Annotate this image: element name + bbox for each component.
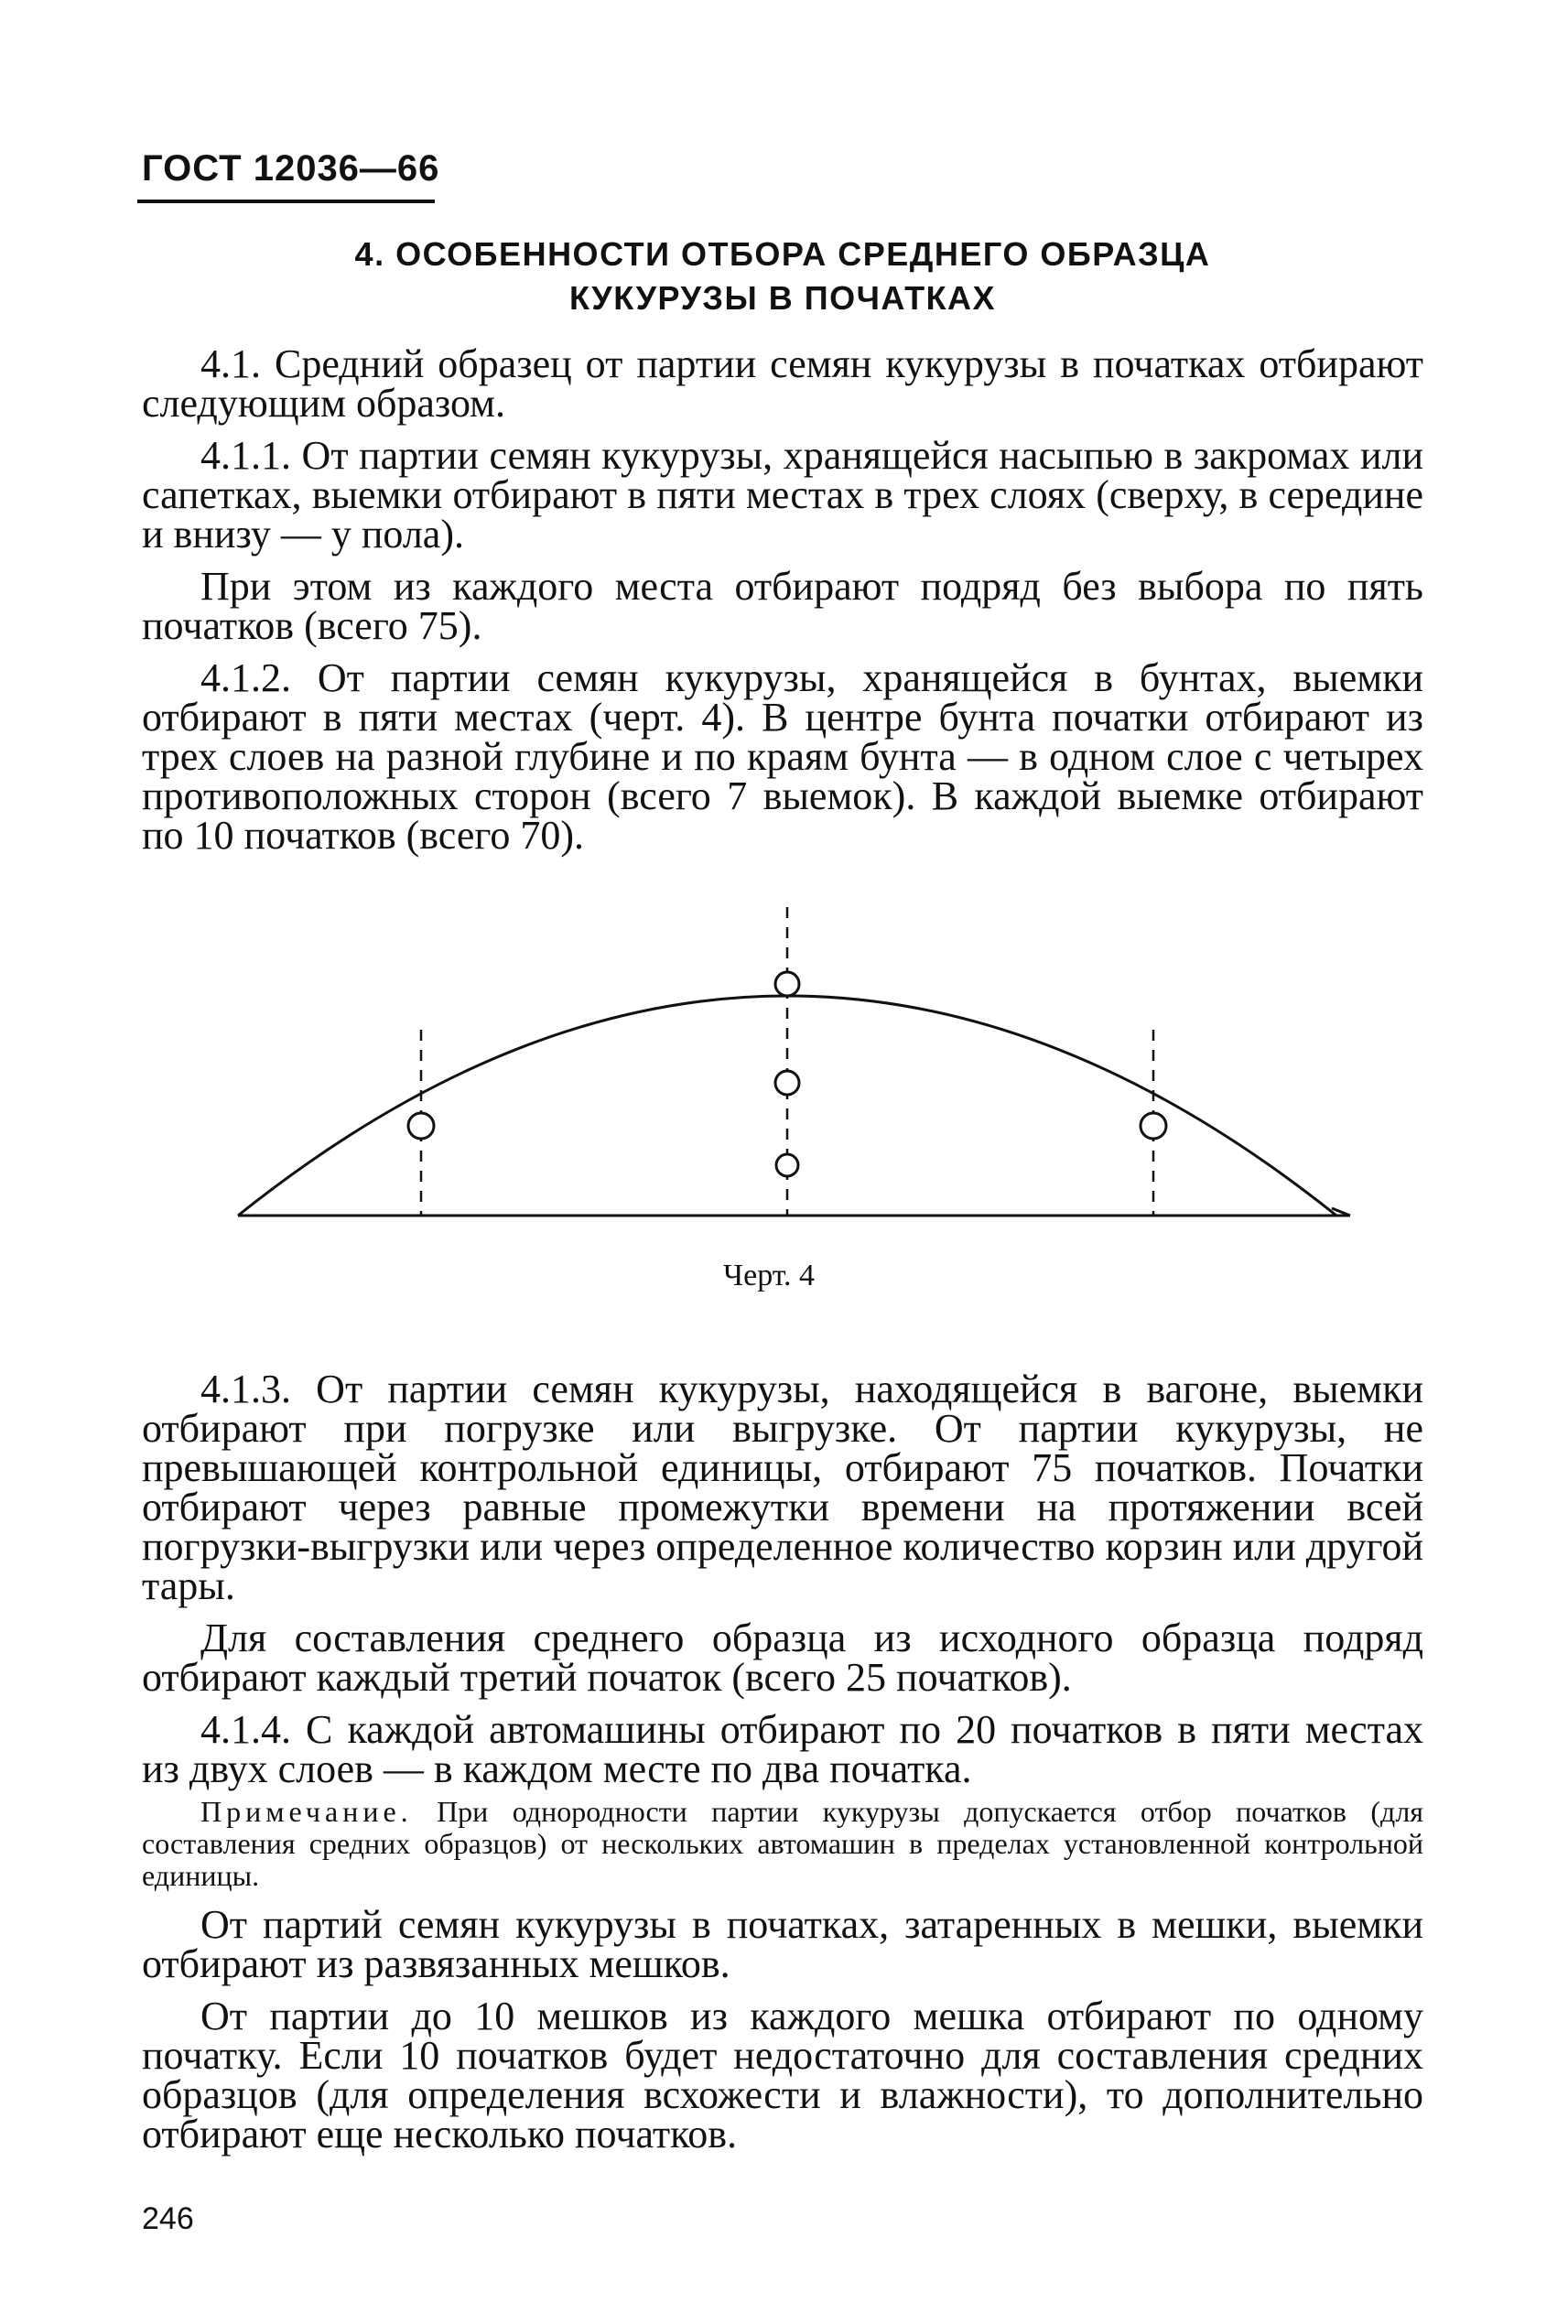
paragraph-4-1-4: 4.1.4. С каждой автомашины отбирают по 20 початков в пяти местах из двух слоев — в каждом месте по два початка. (142, 1707, 1423, 1791)
section-title (275, 232, 1291, 320)
note (142, 1796, 1423, 1892)
sampling-points (408, 972, 1166, 1176)
sampling-diagram (229, 892, 1373, 1231)
section-title-line-2: КУКУРУЗЫ В ПОЧАТКАХ (568, 279, 997, 317)
paragraph-bagged-lots: От партий семян кукурузы в початках, затаренных в мешки, выемки отбирают из развязанных мешков. (142, 1902, 1423, 1986)
note-text: При однородности партии кукурузы допускается отбор початков (для составления средних образцов) от нескольких автомашин в пределах установленной контрольной единицы. (142, 1795, 1423, 1892)
diagram-pile (238, 996, 1350, 1216)
paragraph-4-1-3: 4.1.3. От партии семян кукурузы, находящейся в вагоне, выемки отбирают при погрузке или выгрузке. От партии кукурузы, не превышающей контрольной единицы, отбирают 75 початков. Початки отбирают через равные промежутки времени на протяжении всей погрузки-выгрузки или через определенное количество корзин или другой тары. (142, 1367, 1423, 1608)
note-label: Примечание. (200, 1795, 413, 1828)
section-title-line-1: 4. ОСОБЕННОСТИ ОТБОРА СРЕДНЕГО ОБРАЗЦА (354, 235, 1211, 273)
paragraph-small-lots: От партии до 10 мешков из каждого мешка отбирают по одному початку. Если 10 початков будет недостаточно для составления средних образцов (для определения всхожести и влажности), то дополнительно отбирают еще несколько початков. (142, 1994, 1423, 2156)
figure-caption: Черт. 4 (723, 1259, 816, 1292)
sample-point-center-bottom (776, 1154, 798, 1176)
paragraph-sampling-count: При этом из каждого места отбирают подряд без выбора по пять початков (всего 75). (142, 564, 1423, 648)
paragraph-average-sample: Для составления среднего образца из исходного образца подряд отбирают каждый третий початок (всего 25 початков). (142, 1616, 1423, 1700)
paragraph-4-1-1: 4.1.1. От партии семян кукурузы, хранящейся насыпью в закромах или сапетках, выемки отбирают в пяти местах в трех слоях (сверху, в середине и внизу — у пола). (142, 433, 1423, 557)
sample-point-center-top (775, 972, 799, 996)
text-before-figure (142, 341, 1423, 858)
paragraph-4-1: 4.1. Средний образец от партии семян кукурузы в початках отбирают следующим образом. (142, 341, 1423, 426)
sample-point-right (1141, 1113, 1166, 1139)
text-after-figure (142, 1369, 1423, 2154)
header-rule (137, 200, 435, 203)
sample-point-center-middle (775, 1071, 799, 1095)
sample-point-left (408, 1113, 434, 1139)
standard-code: ГОСТ 12036—66 (142, 148, 440, 189)
paragraph-4-1-2: 4.1.2. От партии семян кукурузы, хранящейся в бунтах, выемки отбирают в пяти местах (черт. 4). В центре бунта початки отбирают из трех слоев на разной глубине и по краям бунта — в одном слое с четырех противоположных сторон (всего 7 выемок). В каждой выемке отбирают по 10 початков (всего 70). (142, 655, 1423, 858)
page-number: 246 (142, 2201, 194, 2236)
